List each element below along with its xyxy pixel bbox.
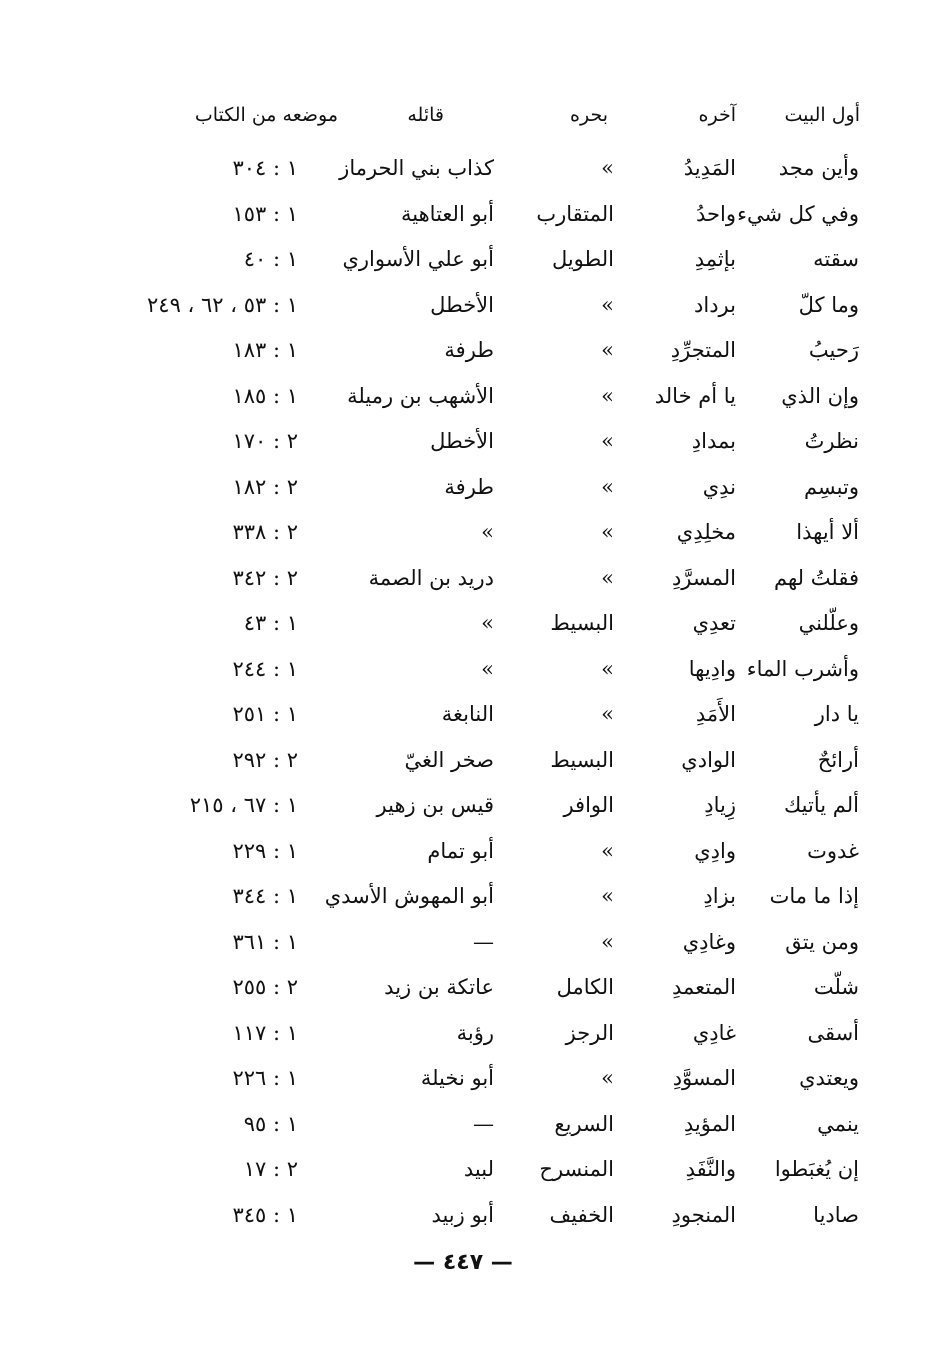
cell-poet: أبو تمام	[427, 838, 494, 863]
cell-last-word: بإثمِدِ	[694, 247, 736, 271]
cell-last-word: الوادي	[681, 747, 736, 772]
cell-poet: الأخطل	[430, 429, 494, 453]
cell-last-word: المتعمدِ	[671, 975, 736, 999]
cell-meter: »	[601, 156, 614, 180]
cell-last-word: وادِيها	[688, 656, 736, 681]
cell-location: ١ : ١٥٣	[232, 201, 298, 226]
cell-meter: الرجز	[565, 1020, 614, 1045]
cell-meter: الوافر	[563, 793, 614, 817]
table-row	[0, 965, 926, 1011]
header-first-line: أول البيت	[784, 104, 860, 126]
table-row	[0, 874, 926, 920]
cell-location: ١ : ١٨٣	[232, 338, 298, 362]
cell-last-word: المنجودِ	[671, 1202, 736, 1227]
cell-poet: طرفة	[444, 474, 494, 499]
cell-location: ٢ : ١٧	[243, 1157, 298, 1181]
header-poet: قائله	[407, 104, 444, 126]
cell-meter: »	[601, 702, 614, 726]
table-row	[0, 1102, 926, 1148]
cell-first-line: فقلتُ لهم	[774, 565, 859, 590]
cell-location: ١ : ١٨٥	[232, 383, 298, 408]
cell-location: ١ : ٢٤٤	[232, 656, 298, 681]
table-row	[0, 829, 926, 875]
cell-meter: الخفيف	[549, 1202, 614, 1227]
cell-last-word: يا أم خالد	[654, 383, 736, 408]
cell-first-line: ألم يأتيك	[783, 793, 859, 817]
cell-location: ٢ : ١٧٠	[232, 429, 298, 453]
table-row	[0, 647, 926, 693]
cell-poet: —	[473, 1111, 494, 1136]
cell-first-line: يا دار	[814, 702, 859, 726]
table-row	[0, 556, 926, 602]
table-row	[0, 692, 926, 738]
cell-location: ١ : ٢٢٦	[232, 1066, 298, 1090]
cell-location: ٢ : ٣٣٨	[232, 520, 298, 544]
cell-poet: أبو علي الأسواري	[342, 247, 494, 271]
table-row	[0, 465, 926, 511]
cell-poet: »	[481, 611, 494, 635]
table-row	[0, 920, 926, 966]
cell-location: ١ : ٣٤٤	[232, 884, 298, 908]
cell-last-word: مخلِدِي	[676, 520, 736, 544]
cell-location: ١ : ٢٥١	[232, 702, 298, 726]
cell-meter: »	[601, 1066, 614, 1090]
cell-first-line: وأشرب الماء	[746, 656, 859, 681]
cell-location: ١ : ٣٠٤	[232, 156, 298, 180]
cell-first-line: إن يُغبَطوا	[774, 1157, 859, 1181]
cell-first-line: وعلّلني	[798, 611, 859, 635]
cell-location: ١ : ٢٢٩	[232, 838, 298, 863]
cell-first-line: أسقى	[807, 1020, 859, 1045]
cell-last-word: ندِي	[702, 474, 736, 499]
cell-first-line: ومن يتق	[785, 929, 859, 954]
cell-last-word: المسوَّدِ	[672, 1066, 736, 1090]
cell-first-line: ويعتدي	[799, 1066, 859, 1090]
cell-first-line: وتبسِم	[803, 474, 859, 499]
cell-location: ١ : ٩٥	[243, 1111, 298, 1136]
cell-poet: أبو المهوش الأسدي	[324, 884, 494, 908]
table-row	[0, 283, 926, 329]
cell-poet: رؤبة	[456, 1020, 494, 1045]
cell-location: ١ : ٤٠	[243, 247, 298, 271]
cell-location: ١ : ١١٧	[232, 1020, 298, 1045]
table-row	[0, 374, 926, 420]
cell-meter: »	[601, 929, 614, 954]
cell-poet: كذاب بني الحرماز	[339, 156, 494, 180]
table-row	[0, 1193, 926, 1239]
cell-first-line: سقته	[813, 247, 859, 271]
cell-last-word: وادِي	[694, 838, 736, 863]
cell-meter: »	[601, 656, 614, 681]
cell-meter: »	[601, 338, 614, 362]
cell-poet: —	[473, 929, 494, 954]
cell-poet: »	[481, 520, 494, 544]
cell-poet: أبو زبيد	[431, 1202, 494, 1227]
cell-location: ١ : ٣٦١	[232, 929, 298, 954]
cell-location: ١ : ٦٧ ، ٢١٥	[189, 793, 298, 817]
table-body	[0, 146, 926, 1238]
cell-last-word: تعدِي	[692, 611, 736, 635]
cell-meter: »	[601, 429, 614, 453]
cell-poet: قيس بن زهير	[376, 793, 494, 817]
cell-poet: عاتكة بن زيد	[384, 975, 494, 999]
cell-meter: المنسرح	[539, 1157, 614, 1181]
cell-location: ١ : ٤٣	[243, 611, 298, 635]
table-row	[0, 1011, 926, 1057]
cell-meter: »	[601, 292, 614, 317]
cell-meter: »	[601, 565, 614, 590]
header-last-word: آخره	[698, 104, 736, 126]
cell-last-word: واحدُ	[696, 201, 736, 226]
cell-meter: »	[601, 884, 614, 908]
cell-poet: أبو العتاهية	[401, 201, 494, 226]
table-row	[0, 146, 926, 192]
table-row	[0, 738, 926, 784]
cell-meter: »	[601, 383, 614, 408]
cell-last-word: برداد	[694, 292, 736, 317]
cell-meter: »	[601, 474, 614, 499]
cell-last-word: بزادِ	[703, 884, 736, 908]
cell-location: ١ : ٥٣ ، ٦٢ ، ٢٤٩	[147, 292, 298, 317]
cell-last-word: المتجرِّدِ	[670, 338, 736, 362]
cell-first-line: رَحيبُ	[808, 338, 859, 362]
cell-poet: لبيد	[463, 1157, 494, 1181]
cell-last-word: بمدادِ	[691, 429, 736, 453]
cell-last-word: زِيادِ	[704, 793, 736, 817]
cell-location: ٢ : ٣٤٢	[232, 565, 298, 590]
cell-first-line: نظرتُ	[804, 429, 859, 453]
table-row	[0, 601, 926, 647]
cell-meter: البسيط	[550, 611, 614, 635]
table-row	[0, 192, 926, 238]
cell-first-line: أرائحٌ	[817, 747, 859, 772]
cell-meter: »	[601, 520, 614, 544]
table-row	[0, 1147, 926, 1193]
table-row	[0, 510, 926, 556]
cell-first-line: وأين مجد	[778, 156, 859, 180]
cell-first-line: وما كلّ	[798, 292, 859, 317]
cell-location: ٢ : ٢٩٢	[232, 747, 298, 772]
table-row	[0, 237, 926, 283]
cell-last-word: والنَّفَدِ	[685, 1157, 736, 1181]
cell-last-word: المَدِيدُ	[683, 156, 736, 180]
cell-first-line: غدوت	[807, 838, 859, 863]
table-row	[0, 419, 926, 465]
cell-poet: طرفة	[444, 338, 494, 362]
cell-first-line: ألا أيهذا	[796, 520, 859, 544]
cell-poet: الأخطل	[430, 292, 494, 317]
cell-first-line: ينمي	[817, 1111, 859, 1136]
cell-poet: النابغة	[441, 702, 494, 726]
cell-meter: المتقارب	[536, 201, 614, 226]
cell-last-word: غادِي	[692, 1020, 736, 1045]
cell-first-line: وفي كل شيء	[737, 201, 859, 226]
cell-poet: أبو نخيلة	[420, 1066, 494, 1090]
verse-index-table	[0, 90, 926, 1238]
cell-meter: البسيط	[550, 747, 614, 772]
page-number: — ٤٤٧ —	[413, 1250, 513, 1275]
cell-first-line: إذا ما مات	[769, 884, 859, 908]
cell-first-line: شلّت	[813, 975, 859, 999]
cell-last-word: المسرَّدِ	[671, 565, 736, 590]
cell-meter: الكامل	[556, 975, 614, 999]
cell-meter: »	[601, 838, 614, 863]
cell-first-line: صاديا	[813, 1202, 859, 1227]
cell-meter: الطويل	[551, 247, 614, 271]
cell-last-word: الأَمَدِ	[695, 702, 736, 726]
table-row	[0, 783, 926, 829]
cell-last-word: المؤيدِ	[683, 1111, 736, 1136]
table-row	[0, 328, 926, 374]
table-header-row	[0, 90, 926, 146]
cell-poet: صخر الغيّ	[404, 747, 494, 772]
header-location: موضعه من الكتاب	[194, 104, 338, 126]
header-meter: بحره	[570, 104, 608, 126]
cell-first-line: وإن الذي	[781, 383, 859, 408]
cell-location: ٢ : ١٨٢	[232, 474, 298, 499]
cell-poet: دريد بن الصمة	[368, 565, 494, 590]
table-row	[0, 1056, 926, 1102]
cell-poet: الأشهب بن رميلة	[347, 383, 494, 408]
cell-last-word: وغادِي	[682, 929, 736, 954]
cell-meter: السريع	[554, 1111, 614, 1136]
cell-location: ١ : ٣٤٥	[232, 1202, 298, 1227]
cell-location: ٢ : ٢٥٥	[232, 975, 298, 999]
cell-poet: »	[481, 656, 494, 681]
